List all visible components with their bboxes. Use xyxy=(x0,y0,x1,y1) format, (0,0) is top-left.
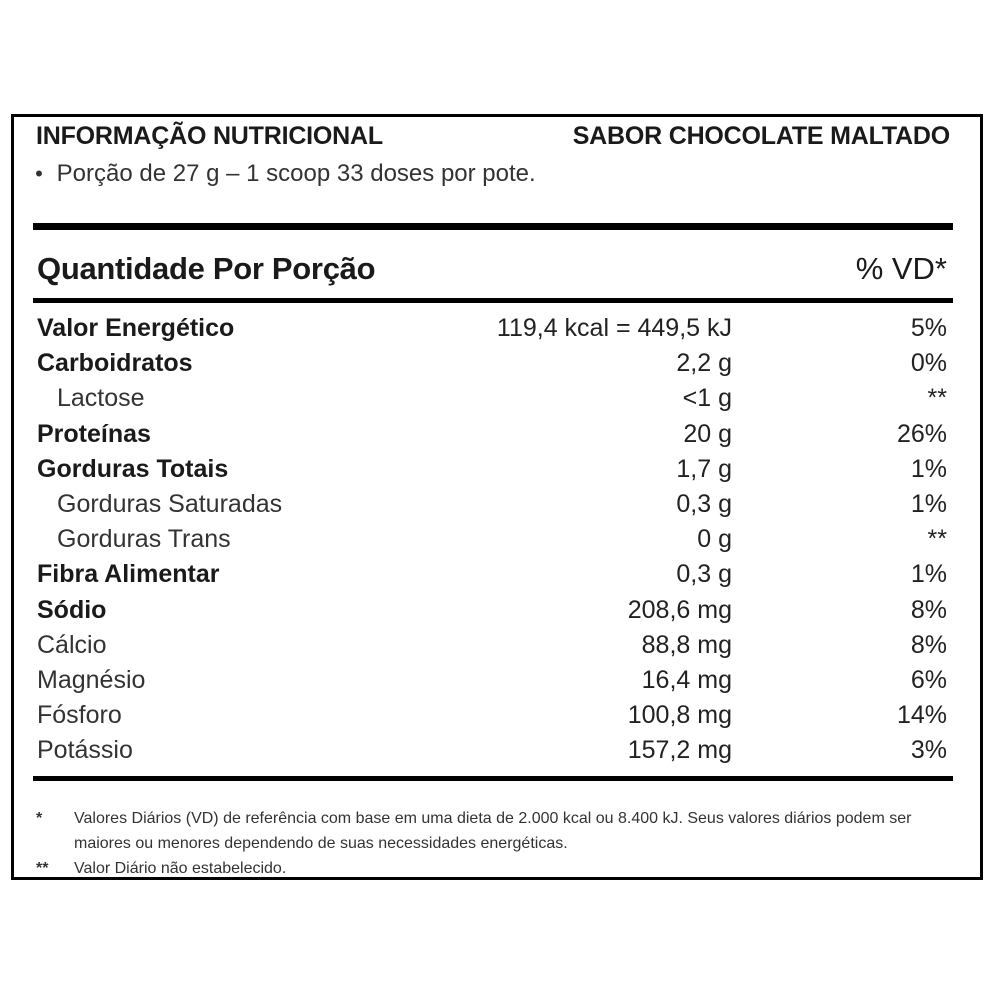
nutrient-dv: 1% xyxy=(910,560,947,589)
divider-middle xyxy=(33,298,953,303)
nutrient-dv: 3% xyxy=(910,736,947,765)
footnote-text: Valor Diário não estabelecido. xyxy=(74,860,287,877)
footnote-mark: ** xyxy=(36,860,49,877)
nutrient-name: Gorduras Totais xyxy=(37,454,229,483)
footnote-text: Valores Diários (VD) de referência com base em uma dieta de 2.000 kcal ou 8.400 kJ. Seus valores diários podem ser maiores ou menores dependendo de suas necessidades energéticas. xyxy=(74,810,912,852)
nutrient-dv: 8% xyxy=(910,630,947,659)
table-row xyxy=(37,593,947,628)
table-row xyxy=(37,663,947,698)
nutrient-name: Fósforo xyxy=(37,701,122,730)
nutrient-dv: 8% xyxy=(910,595,947,624)
table-row xyxy=(37,522,947,557)
nutrient-dv: 14% xyxy=(896,701,947,730)
footnote-mark: * xyxy=(36,810,43,827)
nutrient-name: Proteínas xyxy=(37,419,151,448)
serving-text: Porção de 27 g – 1 scoop 33 doses por pote. xyxy=(56,160,536,187)
table-row xyxy=(37,346,947,381)
nutrient-amount: 1,7 g xyxy=(676,454,732,483)
table-row xyxy=(37,452,947,487)
nutrient-dv: 5% xyxy=(910,314,947,342)
table-row xyxy=(37,557,947,592)
bullet-mark: • xyxy=(35,161,43,186)
table-row xyxy=(37,733,947,768)
dv-heading: % VD* xyxy=(855,251,947,286)
flavor-name: SABOR CHOCOLATE MALTADO xyxy=(572,122,950,150)
nutrient-amount: <1 g xyxy=(682,384,732,413)
nutrient-name: Cálcio xyxy=(37,630,107,659)
table-row xyxy=(37,487,947,522)
table-row xyxy=(37,381,947,416)
nutrient-name: Gorduras Trans xyxy=(57,525,231,554)
nutrient-amount: 0,3 g xyxy=(676,560,732,589)
nutrient-dv: 0% xyxy=(910,349,947,378)
nutrient-amount: 157,2 mg xyxy=(627,736,732,765)
divider-top xyxy=(33,223,953,230)
nutrient-name: Valor Energético xyxy=(37,314,235,342)
nutrient-dv: 6% xyxy=(910,665,947,694)
nutrient-amount: 20 g xyxy=(683,419,732,448)
nutrient-name: Potássio xyxy=(37,736,133,765)
label-header xyxy=(36,122,950,152)
nutrient-amount: 2,2 g xyxy=(676,349,732,378)
nutrient-table xyxy=(37,311,947,768)
table-row xyxy=(37,628,947,663)
nutrient-dv: ** xyxy=(927,525,947,554)
nutrient-amount: 88,8 mg xyxy=(641,630,732,659)
footnotes xyxy=(36,806,916,881)
serving-info xyxy=(28,160,536,188)
nutrient-name: Lactose xyxy=(57,384,145,413)
nutrient-amount: 100,8 mg xyxy=(627,701,732,730)
quantity-heading: Quantidade Por Porção xyxy=(37,251,376,286)
nutrient-name: Gorduras Saturadas xyxy=(57,489,283,518)
nutrient-dv: ** xyxy=(927,384,947,413)
nutrient-name: Fibra Alimentar xyxy=(37,560,220,589)
nutrient-name: Magnésio xyxy=(37,665,146,694)
footnote-daily-values xyxy=(36,806,916,856)
nutrient-dv: 1% xyxy=(910,454,947,483)
nutrient-name: Carboidratos xyxy=(37,349,193,378)
nutrient-amount: 0,3 g xyxy=(676,489,732,518)
nutrient-name: Sódio xyxy=(37,595,107,624)
table-row xyxy=(37,417,947,452)
nutrient-dv: 1% xyxy=(910,489,947,518)
nutrient-amount: 119,4 kcal = 449,5 kJ xyxy=(496,314,732,342)
table-heading-row xyxy=(37,251,947,291)
divider-bottom xyxy=(33,776,953,781)
footnote-not-established xyxy=(36,856,916,881)
nutrient-amount: 16,4 mg xyxy=(641,665,732,694)
nutrient-amount: 208,6 mg xyxy=(627,595,732,624)
table-row xyxy=(37,311,947,346)
nutrient-dv: 26% xyxy=(896,419,947,448)
label-title: INFORMAÇÃO NUTRICIONAL xyxy=(36,122,383,150)
table-row xyxy=(37,698,947,733)
nutrient-amount: 0 g xyxy=(697,525,732,554)
